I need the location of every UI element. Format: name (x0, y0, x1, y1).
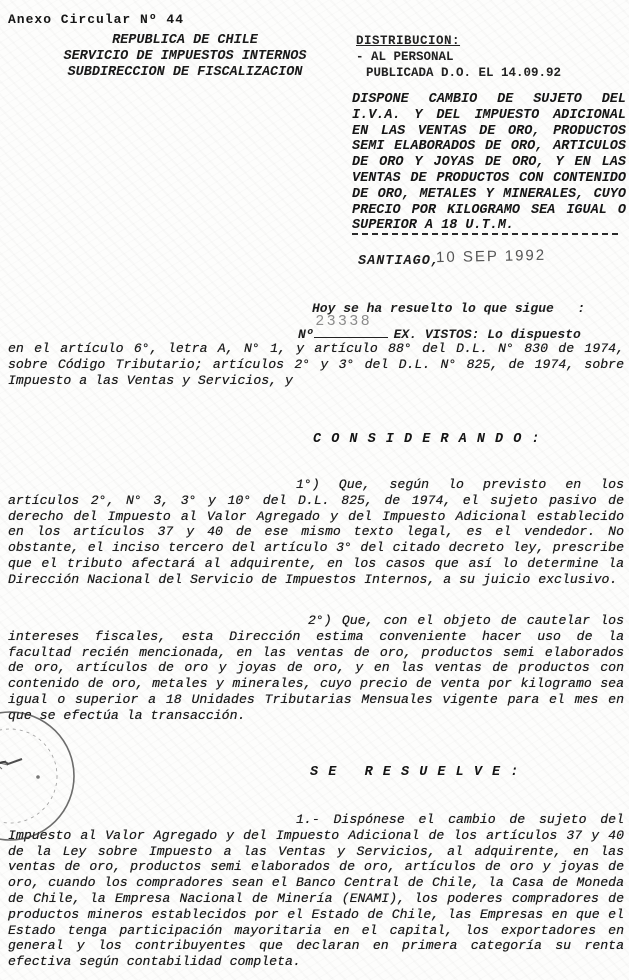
letterhead-line-service: SERVICIO DE IMPUESTOS INTERNOS (63, 49, 307, 64)
number-stamp: 23338 (315, 312, 373, 329)
number-blank-line (314, 312, 388, 338)
resuelve-paragraph-1: 1.- Dispónese el cambio de sujeto del Impuesto al Valor Agregado y del Impuesto Adicional de los artículos 37 y 40 de la Ley sobre Impuesto a las Ventas y Servicios, al adquirente, en las ventas de oro, productos semi elaborados de oro, artículos de oro y joyas de oro, cuando los compradores sean el Banco Central de Chile, la Casa de Moneda de Chile, la Empresa Nacional de Minería (ENAMI), los poderes compradores de productos mineros establecidos por el Estado de Chile, las Empresas en que el Estado tenga participación mayoritaria en el capital, los exportadores en general y los contribuyentes que declaran en primera categoría su renta efectiva según contabilidad completa. (8, 812, 624, 970)
dashed-separator (352, 233, 618, 235)
distribution-item-publicada: PUBLICADA D.O. EL 14.09.92 (366, 66, 562, 80)
letterhead-line-subdirection: SUBDIRECCION DE FISCALIZACION (67, 65, 303, 80)
distribution-item-personal: - AL PERSONAL (356, 50, 454, 64)
distribution-block (356, 33, 626, 81)
annotation-anexo-circular: Anexo Circular Nº 44 (8, 12, 185, 27)
resolution-intro: Hoy se ha resuelto lo que sigue : (312, 301, 586, 316)
considerando-paragraph-1: 1°) Que, según lo previsto en los artículos 2°, N° 3, 3° y 10° del D.L. 825, de 1974, el sujeto pasivo de derecho del Impuesto al Valor Agregado y del Impuesto Adicional establecido en los artículos 37 y 40 de ese mismo texto legal, es el vendedor. No obstante, el inciso tercero del artículo 3° del citado decreto ley, prescribe que el tributo afectará al adquirente, en los casos que así lo determine la Dirección Nacional del Servicio de Impuestos Internos, a su juicio exclusivo. (8, 477, 624, 587)
place-label: SANTIAGO, (358, 254, 440, 269)
distribution-title: DISTRIBUCION: (356, 34, 461, 48)
subject-summary: DISPONE CAMBIO DE SUJETO DEL I.V.A. Y DEL IMPUESTO ADICIONAL EN LAS VENTAS DE ORO, PRODUCTOS SEMI ELABORADOS DE ORO, ARTICULOS DE ORO Y JOYAS DE ORO, Y EN LAS VENTAS DE PRODUCTOS CON CONTENIDO DE ORO, METALES Y MINERALES, CUYO PRECIO POR KILOGRAMO SEA IGUAL O SUPERIOR A 18 U.T.M. (352, 92, 626, 234)
considerando-heading: C O N S I D E R A N D O : (313, 432, 541, 447)
resuelve-heading: S E R E S U E L V E : (310, 765, 520, 780)
official-seal (0, 693, 92, 853)
vistos-paragraph: en el artículo 6°, letra A, N° 1, y artículo 88° del D.L. N° 830 de 1974, sobre Código Tributario; artículos 2° y 3° del D.L. N° 825, de 1974, sobre Impuesto a las Ventas y Servicios, y (8, 341, 624, 388)
resolution-number-line (298, 312, 581, 342)
letterhead (26, 33, 344, 81)
number-label: Nº (298, 327, 314, 342)
letterhead-line-country: REPUBLICA DE CHILE (112, 33, 258, 48)
date-stamp: 10 SEP 1992 (435, 246, 547, 267)
considerando-paragraph-2: 2°) Que, con el objeto de cautelar los intereses fiscales, esta Dirección estima conveniente hacer uso de la facultad recién mencionada, en las ventas de oro, productos semi elaborados de oro, artículos de oro y joyas de oro, y en las ventas de productos con contenido de oro, metales y minerales, cuyo precio de venta por kilogramo sea igual o superior a 18 Unidades Tributarias Mensuales vigente para el mes en que se efectúa la transacción. (8, 613, 624, 723)
seal-signature-scribble (0, 759, 22, 767)
vistos-lead: EX. VISTOS: Lo dispuesto (393, 327, 581, 342)
